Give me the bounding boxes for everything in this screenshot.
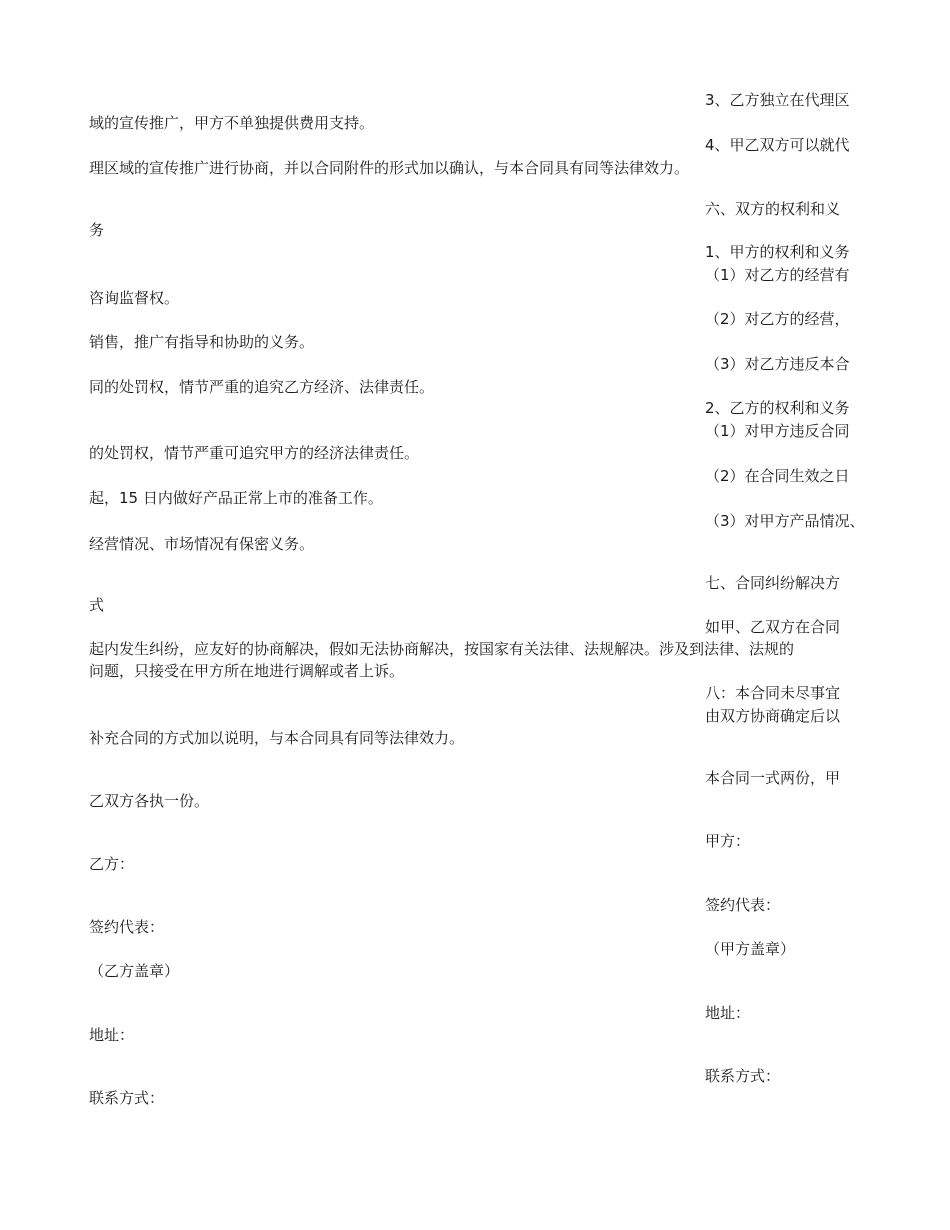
party-a-representative: 签约代表：	[705, 896, 781, 914]
clause-5-3-cont: 域的宣传推广，甲方不单独提供费用支持。	[89, 114, 375, 132]
clause-5-4-cont: 理区域的宣传推广进行协商，并以合同附件的形式加以确认，与本合同具有同等法律效力。	[89, 159, 690, 177]
clause-6-1-1-cont: 咨询监督权。	[89, 289, 180, 307]
party-b-representative: 签约代表：	[89, 918, 165, 936]
section-7-heading: 七、合同纠纷解决方	[705, 574, 841, 592]
clause-7-start: 如甲、乙双方在合同	[705, 618, 841, 636]
clause-6-1-2-cont: 销售，推广有指导和协助的义务。	[89, 333, 315, 351]
clause-5-3-start: 3、乙方独立在代理区	[705, 91, 850, 109]
clause-6-1-3-start: （3）对乙方违反本合	[705, 355, 850, 373]
clause-7-cont-2: 问题，只接受在甲方所在地进行调解或者上诉。	[89, 662, 405, 680]
clause-6-2-1-cont: 的处罚权，情节严重可追究甲方的经济法律责任。	[89, 444, 420, 462]
clause-6-1-1-start: （1）对乙方的经营有	[705, 266, 850, 284]
party-b-contact: 联系方式：	[89, 1089, 165, 1107]
clause-6-2-2-cont: 起，15 日内做好产品正常上市的准备工作。	[89, 489, 383, 507]
clause-6-2-3-start: （3）对甲方产品情况、	[705, 512, 865, 530]
section-7-heading-cont: 式	[89, 596, 105, 614]
copies-clause-cont: 乙双方各执一份。	[89, 792, 210, 810]
clause-6-2-1-start: （1）对甲方违反合同	[705, 422, 850, 440]
section-6-heading: 六、双方的权利和义	[705, 200, 841, 218]
clause-6-2-2-start: （2）在合同生效之日	[705, 467, 850, 485]
copies-clause-start: 本合同一式两份，甲	[705, 769, 841, 787]
section-8-cont-2: 补充合同的方式加以说明，与本合同具有同等法律效力。	[89, 729, 465, 747]
party-a-address: 地址：	[705, 1004, 751, 1022]
clause-7-cont-1: 起内发生纠纷，应友好的协商解决，假如无法协商解决，按国家有关法律、法规解决。涉及到法律、法规的	[89, 640, 795, 658]
party-a-contact: 联系方式：	[705, 1067, 781, 1085]
party-b-seal: （乙方盖章）	[89, 962, 180, 980]
party-a-seal: （甲方盖章）	[705, 940, 796, 958]
section-8-start: 八：本合同未尽事宜	[705, 684, 841, 702]
clause-6-2-heading: 2、乙方的权利和义务	[705, 399, 850, 417]
party-a-label: 甲方：	[705, 832, 751, 850]
section-8-cont-1: 由双方协商确定后以	[705, 707, 841, 725]
party-b-label: 乙方：	[89, 855, 135, 873]
clause-6-1-3-cont: 同的处罚权，情节严重的追究乙方经济、法律责任。	[89, 378, 435, 396]
section-6-heading-cont: 务	[89, 221, 105, 239]
clause-6-1-heading: 1、甲方的权利和义务	[705, 243, 850, 261]
clause-6-2-3-cont: 经营情况、市场情况有保密义务。	[89, 535, 315, 553]
clause-6-1-2-start: （2）对乙方的经营，	[705, 310, 850, 328]
party-b-address: 地址：	[89, 1026, 135, 1044]
clause-5-4-start: 4、甲乙双方可以就代	[705, 136, 850, 154]
